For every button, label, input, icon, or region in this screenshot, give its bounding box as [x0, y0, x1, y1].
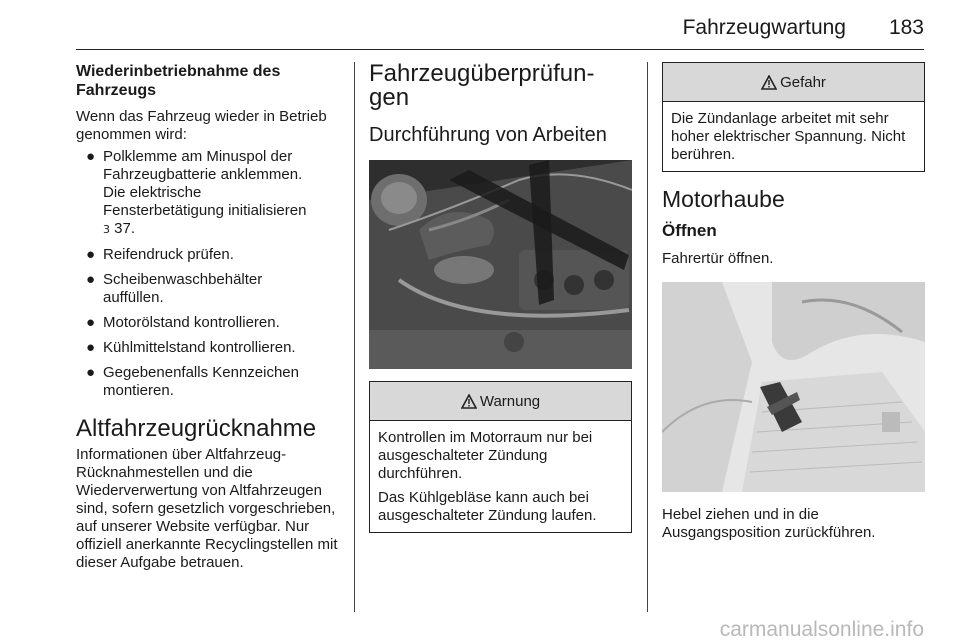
bullet-icon: ●: [86, 271, 96, 288]
list-item-text: Kühlmittelstand kontrollieren.: [103, 339, 296, 356]
recycling-heading: Altfahrzeugrücknahme: [76, 415, 317, 442]
page-reference-link[interactable]: 37.: [114, 220, 136, 237]
list-item: [76, 339, 344, 357]
recommissioning-list: [76, 148, 344, 400]
warning-text: Kontrollen im Motorraum nur bei ausgeschalteter Zündung durchführen.: [378, 429, 593, 482]
step-open-door: Fahrertür öffnen.: [662, 250, 774, 267]
recycling-text: Informationen über Altfahrzeug-Rücknahmestellen und die Wiederverwertung von Altfahrzeugen sind, sofern gesetzlich vorgeschrieben, auf unserer Website verfügbar. Nur offiziell anerkannte Recyclingstellen mit dieser Aufgabe betrauen.: [76, 446, 338, 571]
page-number: 183: [888, 16, 924, 39]
page-reference-icon: 3: [103, 223, 110, 236]
list-item-text: Reifendruck prüfen.: [103, 246, 234, 263]
header-rule: [76, 49, 924, 50]
bullet-icon: ●: [86, 364, 96, 381]
page-header: [76, 14, 924, 44]
engine-bay-illustration: [369, 160, 632, 369]
release-lever-illustration: [662, 282, 925, 492]
bullet-icon: ●: [86, 148, 96, 165]
column-right: [662, 62, 926, 542]
warning-title-bar: [370, 382, 631, 421]
open-subheading: Öffnen: [662, 221, 717, 240]
list-item: [76, 246, 344, 264]
recommissioning-intro: Wenn das Fahrzeug wieder in Betrieb genommen wird:: [76, 108, 327, 143]
footwell-image: [662, 282, 925, 492]
column-middle: [369, 62, 633, 533]
watermark: carmanualsonline.info: [719, 618, 924, 641]
danger-box: [662, 62, 925, 172]
engine-bay-image: [369, 160, 632, 369]
warning-triangle-icon: [461, 394, 477, 409]
inspections-title: Fahrzeugüberprüfun- gen: [369, 60, 595, 111]
bullet-icon: ●: [86, 339, 96, 356]
column-divider: [354, 62, 355, 612]
warning-title: Warnung: [479, 392, 541, 410]
list-item: [76, 314, 344, 332]
column-left: [76, 62, 344, 572]
warning-text: Das Kühlgebläse kann auch bei ausgeschalteter Zündung laufen.: [378, 489, 597, 524]
list-item: [76, 271, 323, 307]
danger-title: Gefahr: [780, 73, 826, 91]
column-divider: [647, 62, 648, 612]
step-pull-lever: Hebel ziehen und in die Ausgangsposition zurückführen.: [662, 506, 876, 541]
inspections-subtitle: Durchführung von Arbeiten: [369, 124, 607, 146]
warning-triangle-icon: [761, 75, 777, 90]
list-item: [76, 148, 313, 239]
list-item-text: Gegebenenfalls Kennzeichen montieren.: [103, 364, 299, 399]
recommissioning-heading: Wiederinbetriebnahme des Fahrzeugs: [76, 63, 281, 99]
list-item-text: Motorölstand kontrollieren.: [103, 314, 280, 331]
bullet-icon: ●: [86, 246, 96, 263]
list-item-text: Polklemme am Minuspol der Fahrzeugbatterie anklemmen. Die elektrische Fensterbetätigung initialisieren: [103, 148, 307, 219]
section-title: Fahrzeugwartung: [682, 16, 846, 39]
bonnet-heading: Motorhaube: [662, 186, 785, 212]
danger-text: Die Zündanlage arbeitet mit sehr hoher elektrischer Spannung. Nicht berühren.: [671, 110, 906, 163]
warning-box: [369, 381, 632, 533]
danger-title-bar: [663, 63, 924, 102]
list-item-text: Scheibenwaschbehälter auffüllen.: [103, 271, 263, 306]
list-item: [76, 364, 323, 400]
bullet-icon: ●: [86, 314, 96, 331]
